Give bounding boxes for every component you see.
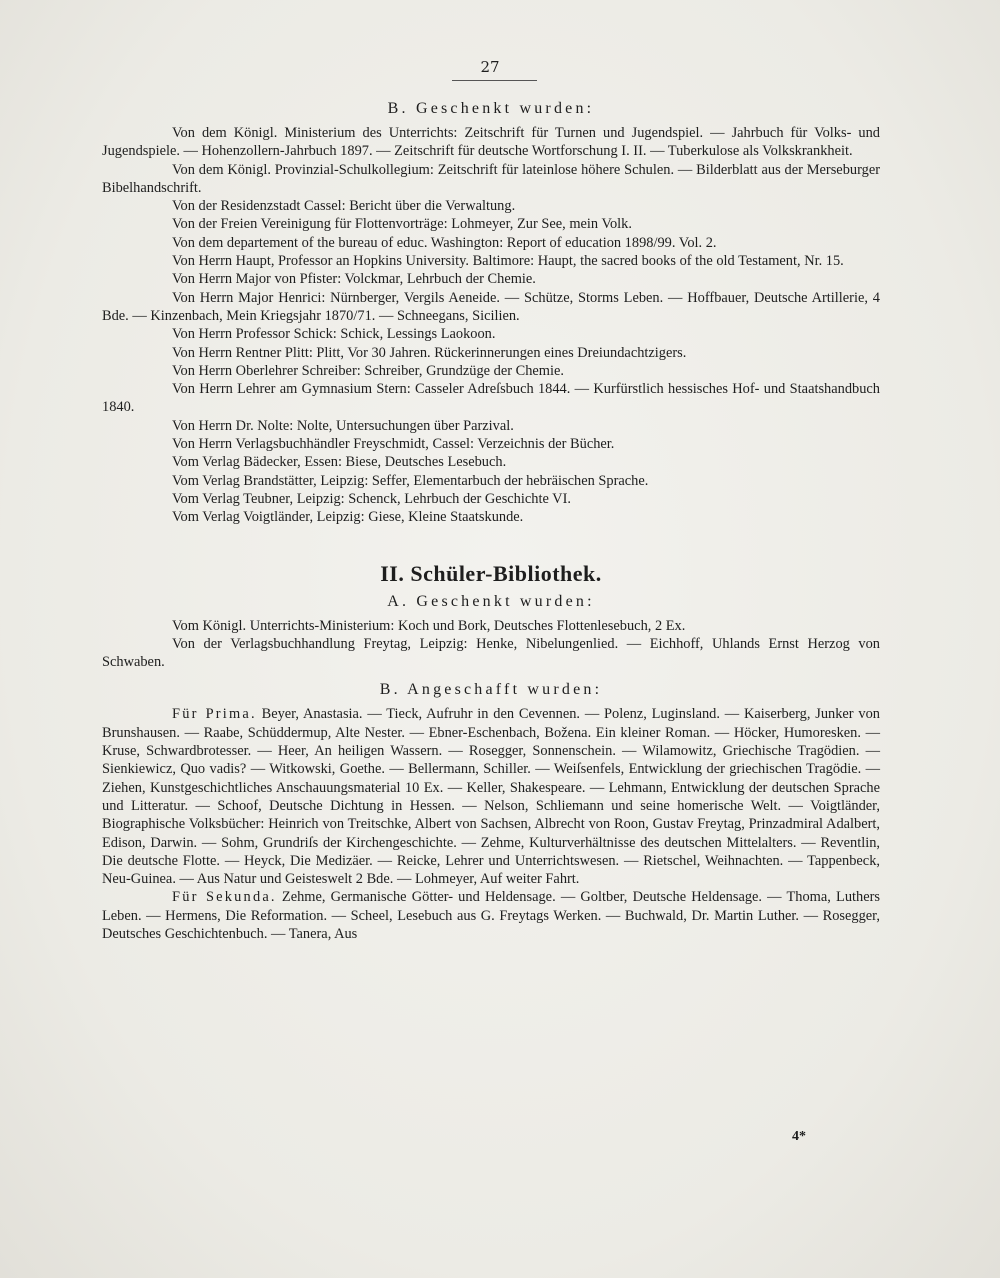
section-b-gifts-list <box>102 124 880 527</box>
sekunda-acquisitions <box>102 888 880 943</box>
signature-mark: 4* <box>792 1129 806 1144</box>
page-content <box>102 98 880 943</box>
gift-entry: Vom Königl. Unterrichts-Ministerium: Koch und Bork, Deutsches Flottenlesebuch, 2 Ex. <box>172 617 686 634</box>
prima-label: Für Prima. <box>172 706 257 723</box>
sekunda-label: Für Sekunda. <box>172 889 277 906</box>
gift-entry: Von Herrn Verlagsbuchhändler Freyschmidt, Cassel: Verzeichnis der Bücher. <box>172 436 615 453</box>
gift-entry: Von Herrn Major von Pfister: Volckmar, Lehrbuch der Chemie. <box>172 271 536 288</box>
section-heading-b-geschenkt: B. Geschenkt wurden: <box>387 100 595 117</box>
gift-entry: Von Herrn Rentner Plitt: Plitt, Vor 30 Jahren. Rückerinnerungen eines Dreiundachtzigers. <box>172 344 687 361</box>
gift-entry: Von der Verlagsbuchhandlung Freytag, Leipzig: Henke, Nibelungenlied. — Eichhoff, Uhlands Ernst Herzog von Schwaben. <box>102 635 880 671</box>
subsection-heading-a-geschenkt: A. Geschenkt wurden: <box>387 592 595 610</box>
gift-entry: Vom Verlag Brandstätter, Leipzig: Seffer, Elementarbuch der hebräischen Sprache. <box>172 472 649 489</box>
gift-entry: Vom Verlag Teubner, Leipzig: Schenck, Lehrbuch der Geschichte VI. <box>172 490 571 507</box>
page-number: 27 <box>480 58 500 76</box>
gift-entry: Von der Residenzstadt Cassel: Bericht über die Verwaltung. <box>172 198 516 215</box>
gift-entry: Von Herrn Lehrer am Gymnasium Stern: Casseler Adreſsbuch 1844. — Kurfürstlich hessisches Hof- und Staatshandbuch 1840. <box>102 381 880 416</box>
gift-entry: Von Herrn Oberlehrer Schreiber: Schreiber, Grundzüge der Chemie. <box>172 362 564 379</box>
gift-entry: Von dem departement of the bureau of educ. Washington: Report of education 1898/99. Vol. 2. <box>172 234 717 251</box>
gift-entry: Vom Verlag Bädecker, Essen: Biese, Deutsches Lesebuch. <box>172 454 507 471</box>
section-heading-schueler-bibliothek: II. Schüler-Bibliothek. <box>380 560 602 586</box>
page-number-rule <box>452 80 537 81</box>
gift-entry: Vom Verlag Voigtländer, Leipzig: Giese, Kleine Staatskunde. <box>172 509 524 526</box>
prima-acquisitions <box>102 705 880 888</box>
gift-entry: Von der Freien Vereinigung für Flottenvorträge: Lohmeyer, Zur See, mein Volk. <box>172 216 632 233</box>
gift-entry: Von Herrn Professor Schick: Schick, Lessings Laokoon. <box>172 326 496 343</box>
gift-entry: Von Herrn Dr. Nolte: Nolte, Untersuchungen über Parzival. <box>172 417 514 434</box>
subsection-heading-b-angeschafft: B. Angeschafft wurden: <box>379 681 603 699</box>
sekunda-text: Zehme, Germanische Götter- und Heldensage. — Goltber, Deutsche Heldensage. — Thoma, Luthers Leben. — Hermens, Die Reformation. — Scheel, Lesebuch aus G. Freytags Werken. — Buchwald, Dr. Martin Luther. — Rosegger, Deutsches Geschichtenbuch. — Tanera, Aus <box>102 889 880 942</box>
section-ii-a-gifts-list <box>102 617 880 672</box>
prima-text: Beyer, Anastasia. — Tieck, Aufruhr in den Cevennen. — Polenz, Luginsland. — Kaiserberg, Junker von Brunshausen. — Raabe, Schüddermup, Alte Nester. — Ebner-Eschenbach, Božena. Ein kleiner Roman. — Höcker, Humoresken. — Kruse, Schwardbrotesser. — Heer, An heiligen Wassern. — Rosegger, Sonnenschein. — Wilamowitz, Griechische Tragödien. — Sienkiewicz, Quo vadis? — Witkowski, Goethe. — Bellermann, Schiller. — Weiſsenfels, Entwicklung der griechischen Tragödie. — Ziehen, Kunstgeschichtliches Anschauungsmaterial 10 Ex. — Keller, Shakespeare. — Lehmann, Entwicklung der deutschen Sprache und Litteratur. — Schoof, Deutsche Dichtung in Hessen. — Nelson, Schliemann und seine homerische Welt. — Voigtländer, Biographische Volksbücher: Heinrich von Treitschke, Albert von Sachsen, Albrecht von Roon, Gustav Freytag, Prinzadmiral Adalbert, Edison, Darwin. — Sohm, Grundriſs der Kirchengeschichte. — Zehme, Kulturverhältnisse des deutschen Mittelalters. — Reventlin, Die deutsche Flotte. — Heyck, Die Medizäer. — Reicke, Lehrer und Unterrichtswesen. — Rietschel, Weihnachten. — Tappenbeck, Neu-Guinea. — Aus Natur und Geisteswelt 2 Bde. — Lohmeyer, Auf weiter Fahrt. <box>102 706 880 888</box>
gift-entry: Von dem Königl. Ministerium des Unterrichts: Zeitschrift für Turnen und Jugendspiel. — Jahrbuch für Volks- und Jugendspiele. — Hohenzollern-Jahrbuch 1897. — Zeitschrift für deutsche Wortforschung I. II. — Tuberkulose als Volkskrankheit. <box>102 125 880 160</box>
gift-entry: Von dem Königl. Provinzial-Schulkollegium: Zeitschrift für lateinlose höhere Schulen. — Bilderblatt aus der Merseburger Bibelhandschrift. <box>102 161 880 196</box>
gift-entry: Von Herrn Haupt, Professor an Hopkins University. Baltimore: Haupt, the sacred books of the old Testament, Nr. 15. <box>172 253 844 270</box>
gift-entry: Von Herrn Major Henrici: Nürnberger, Vergils Aeneide. — Schütze, Storms Leben. — Hoffbauer, Deutsche Artillerie, 4 Bde. — Kinzenbach, Mein Kriegsjahr 1870/71. — Schneegans, Sicilien. <box>102 289 880 324</box>
